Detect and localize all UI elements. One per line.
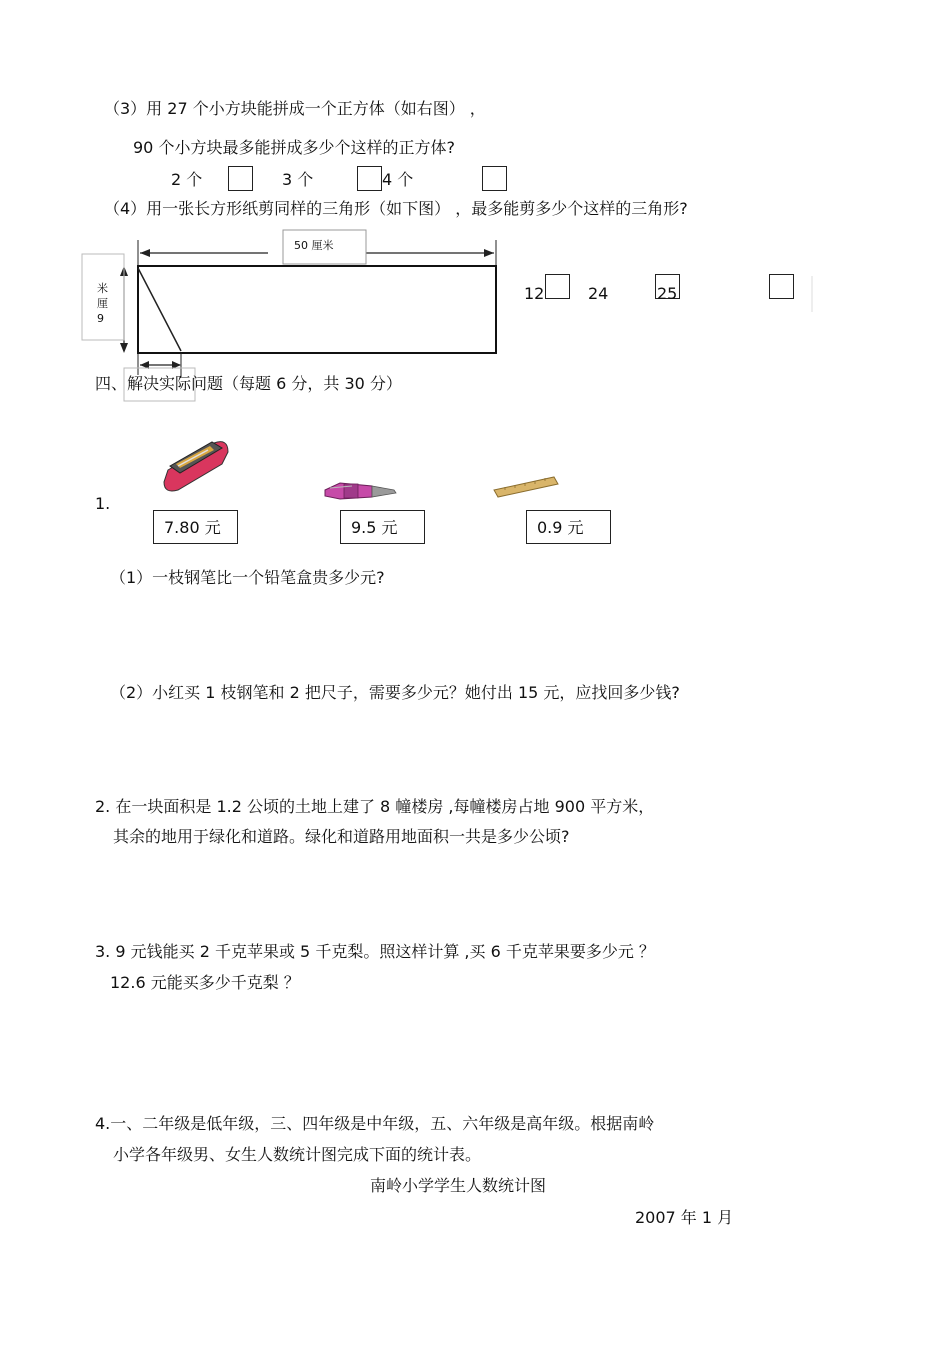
p3-line2: 12.6 元能买多少千克梨 ？ [110, 973, 300, 992]
q4-line1: （4）用一张长方形纸剪同样的三角形（如下图） ，最多能剪多少个这样的三角形? [104, 199, 688, 218]
p4-line1: 4.一、二年级是低年级，三、四年级是中年级，五、六年级是高年级。根据南岭 [95, 1114, 655, 1133]
pencil-case-icon [164, 442, 228, 491]
side-label-char-3: 9 [97, 312, 104, 325]
chart-title: 南岭小学学生人数统计图 [370, 1176, 547, 1195]
price-ruler: 0.9 元 [526, 510, 611, 544]
p2-line1: 2. 在一块面积是 1.2 公顷的土地上建了 8 幢楼房 ,每幢楼房占地 900 平方米， [95, 797, 655, 816]
q3-line2: 90 个小方块最多能拼成多少个这样的正方体? [133, 138, 455, 157]
p1-number: 1. [95, 494, 111, 513]
q4-option-c: 25 [657, 284, 678, 303]
p2-line2: 其余的地用于绿化和道路。绿化和道路用地面积一共是多少公顷? [113, 827, 570, 846]
p3-line1: 3. 9 元钱能买 2 千克苹果或 5 千克梨。照这样计算 ,买 6 千克苹果要多少元 ？ [95, 942, 655, 961]
section4-title: 四、解决实际问题（每题 6 分，共 30 分） [95, 374, 402, 393]
q3-option-a: 2 个 [171, 170, 203, 189]
width-label: 50 厘米 [294, 239, 334, 252]
q3-line1: （3）用 27 个小方块能拼成一个正方体（如右图） ， [104, 99, 486, 118]
q4-option-b: 24 [588, 284, 609, 303]
q3-option-c: 4 个 [382, 170, 414, 189]
chart-date: 2007 年 1 月 [635, 1208, 734, 1227]
fountain-pen-icon [325, 483, 396, 499]
price-fountain-pen: 9.5 元 [340, 510, 425, 544]
q3-option-b: 3 个 [282, 170, 314, 189]
ruler-icon [494, 477, 558, 497]
side-label-char-1: 米 [97, 282, 108, 295]
price-pencil-case: 7.80 元 [153, 510, 238, 544]
q4-option-a: 12 [524, 284, 545, 303]
p1-sub1: （1）一枝钢笔比一个铅笔盒贵多少元? [110, 568, 385, 587]
p4-line2: 小学各年级男、女生人数统计图完成下面的统计表。 [113, 1145, 482, 1164]
side-label-char-2: 厘 [97, 297, 108, 310]
p1-sub2: （2）小红买 1 枝钢笔和 2 把尺子，需要多少元？她付出 15 元，应找回多少钱? [110, 683, 680, 702]
